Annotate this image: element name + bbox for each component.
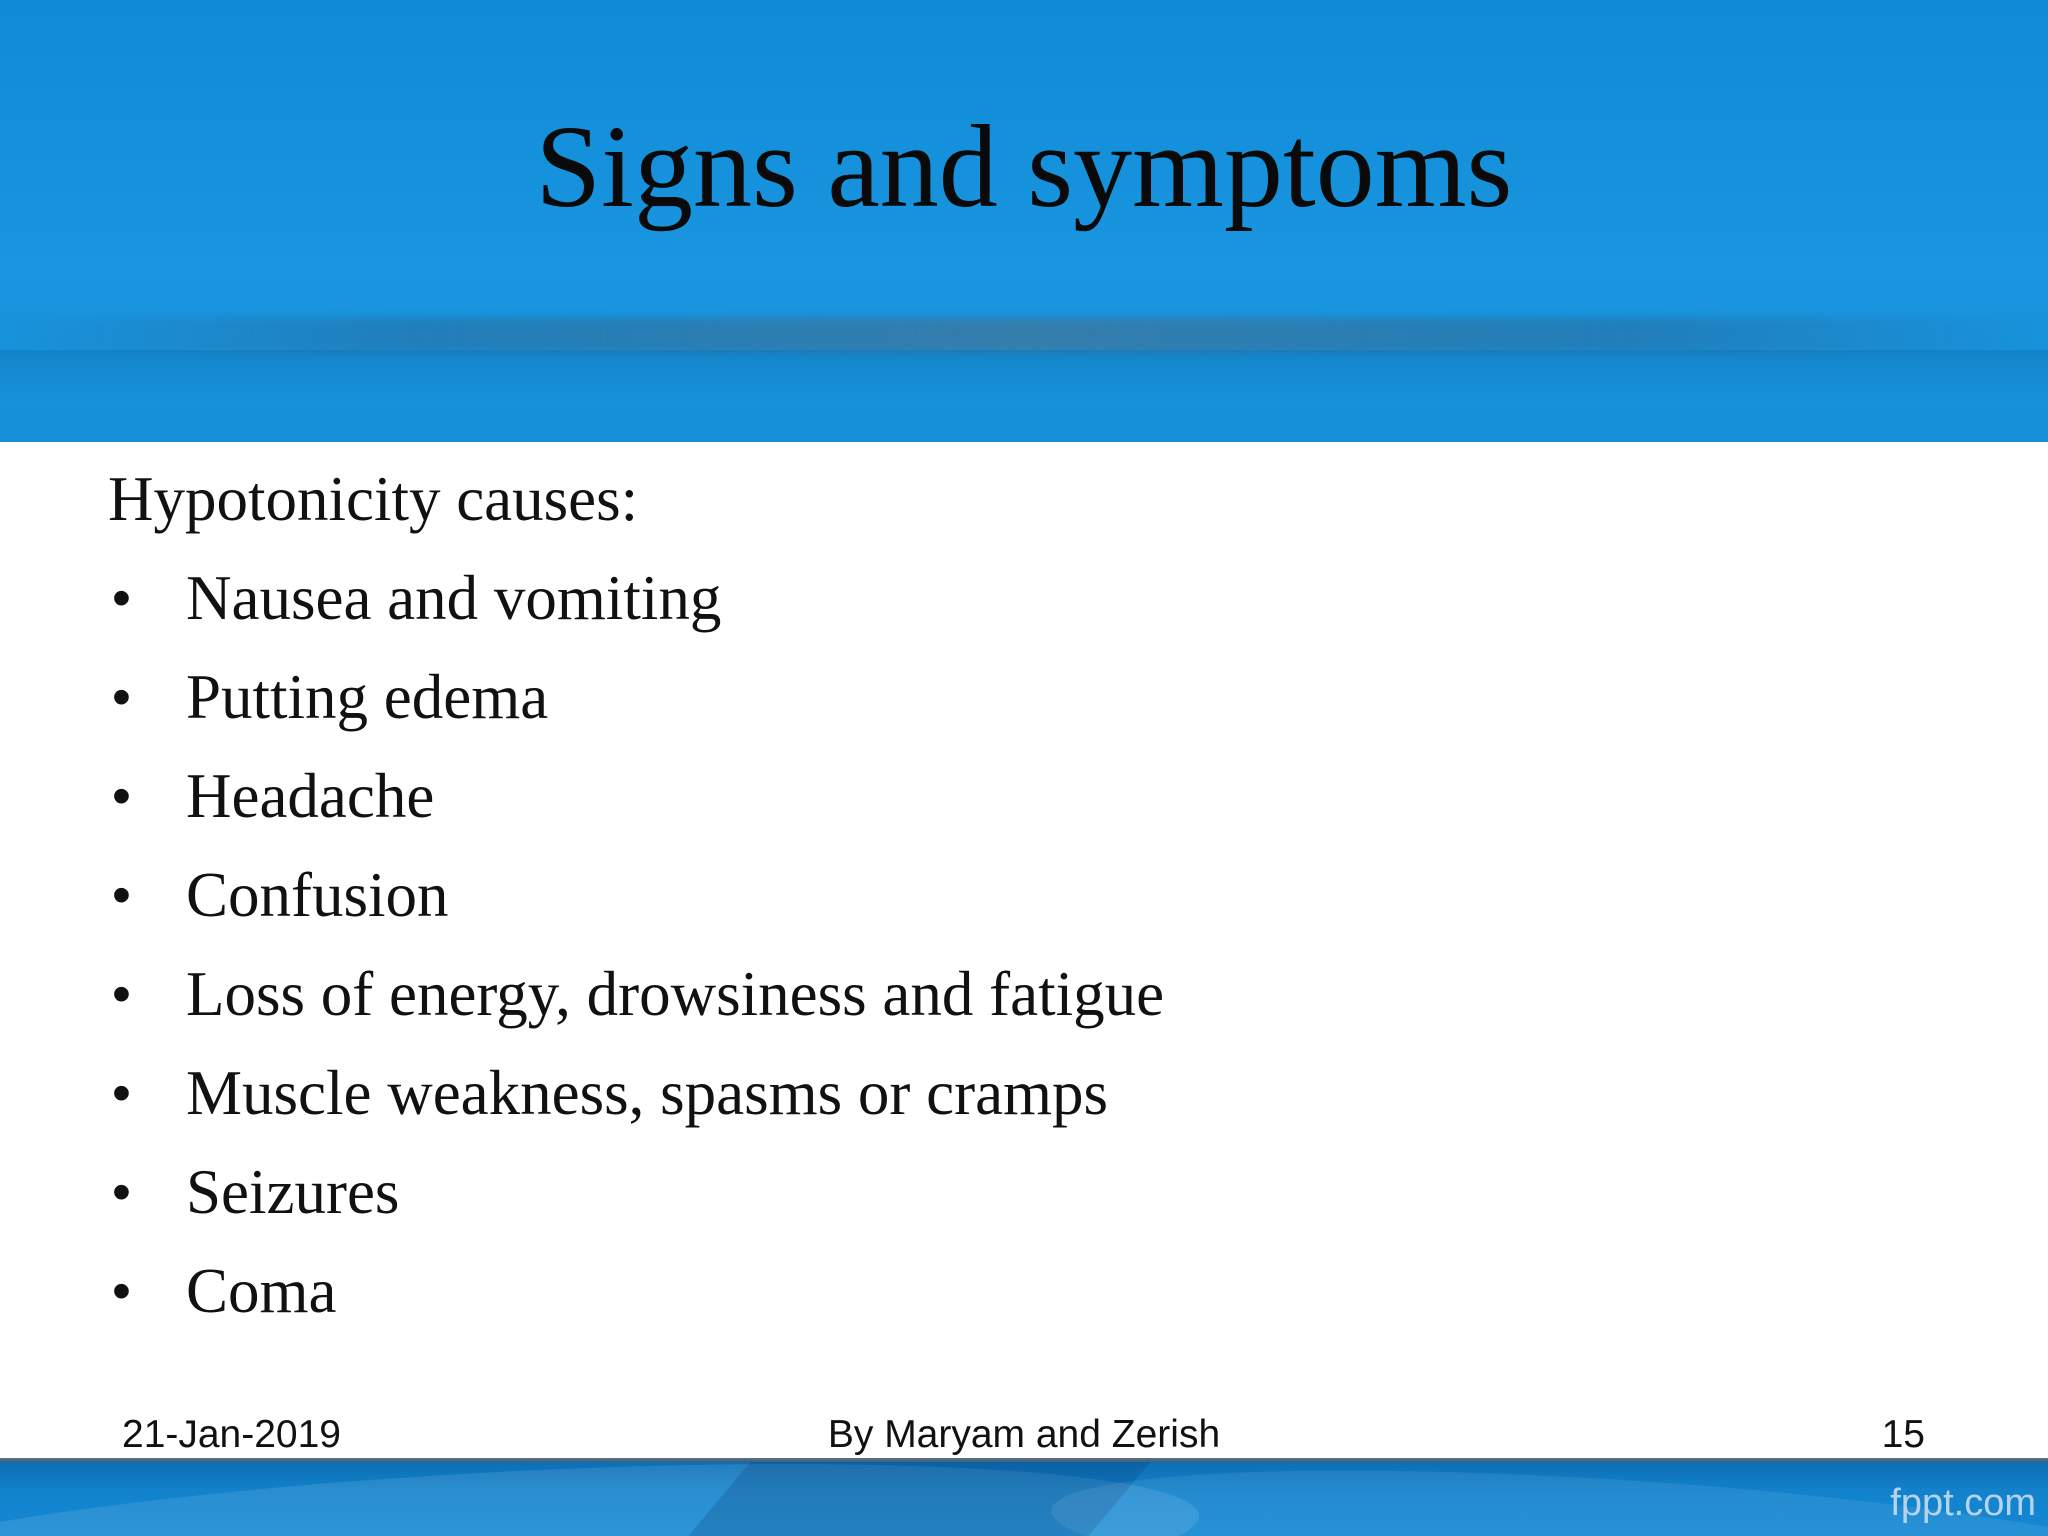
bullet-text: Muscle weakness, spasms or cramps (186, 1058, 1109, 1128)
bullet-text: Confusion (186, 860, 449, 930)
footer-date: 21-Jan-2019 (122, 1413, 341, 1456)
bullet-item (108, 761, 1908, 864)
footer-band (0, 1462, 2048, 1536)
header-divider-stripe (0, 318, 2048, 352)
bullet-list (108, 563, 1908, 1359)
bullet-text: Loss of energy, drowsiness and fatigue (186, 959, 1165, 1029)
slide-title: Signs and symptoms (535, 101, 1513, 232)
bullet-text: Nausea and vomiting (186, 563, 722, 633)
bullet-icon: • (112, 964, 131, 1024)
intro-text: Hypotonicity causes: (108, 464, 639, 534)
bullet-icon: • (112, 1261, 131, 1321)
bullet-icon: • (112, 865, 131, 925)
bullet-text: Headache (186, 761, 435, 831)
bullet-text: Coma (186, 1256, 337, 1326)
bullet-icon: • (112, 1063, 131, 1123)
bullet-icon: • (112, 667, 131, 727)
bullet-icon: • (112, 1162, 131, 1222)
watermark-logo: fppt.com (1890, 1482, 2036, 1524)
bullet-item (108, 1157, 1908, 1260)
bullet-icon: • (112, 568, 131, 628)
bullet-item (108, 959, 1908, 1062)
bullet-icon: • (112, 766, 131, 826)
bullet-item (108, 662, 1908, 765)
header-divider-glow (0, 350, 2048, 400)
bullet-item (108, 860, 1908, 963)
bullet-item (108, 1256, 1908, 1359)
bullet-item (108, 563, 1908, 666)
bullet-item (108, 1058, 1908, 1161)
slide-content (108, 464, 1908, 1359)
footer-author: By Maryam and Zerish (827, 1413, 1221, 1456)
bullet-text: Seizures (186, 1157, 400, 1227)
footer-page-number: 15 (1881, 1413, 1925, 1456)
bullet-text: Putting edema (186, 662, 549, 732)
